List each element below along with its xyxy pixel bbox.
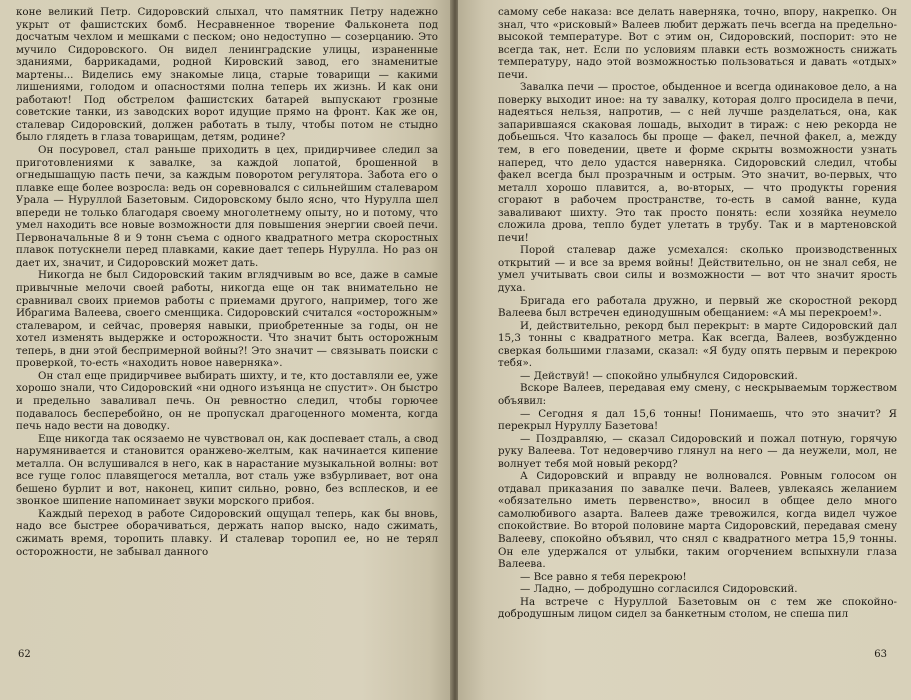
left-paragraph: Никогда не был Сидоровский таким вглядчивым во все, даже в самые привычные мелочи своей работы, никогда еще он так внимательно не сравнивал своих приемов работы с приемами другого, например, того же Ибрагима Валеева, своего сменщика. Сидоровский считался «осторожным» сталеваром, и сейчас, проверяя навыки, приобретенные за годы, он не хотел изменять выдержке и осторожности. Что значит быть осторожным теперь, в дни этой беспримерной войны?! Это значит — связывать поиски с проверкой, то-есть «находить новое наверняка». <box>16 269 438 370</box>
left-paragraph: Он посуровел, стал раньше приходить в цех, придирчивее следил за приготовлениями к завалке, за каждой лопатой, брошенной в огнедышащую пасть печи, за каждым поворотом регулятора. Забота его о плавке еще более возросла: ведь он соревновался с сильнейшим сталеваром Урала — Нуруллой Базетовым. Сидоровскому было ясно, что Нурулла шел впереди не только благодаря своему многолетнему опыту, но и потому, что умел находить все новые возможности для повышения энергии своей печи. Первоначальные 8 и 9 тонн съема с одного квадратного метра скоростных плавок потускнели перед плавками, какие дает теперь Нурулла. Но раз он дает их, значит, и Сидоровский может дать. <box>16 144 438 269</box>
right-paragraph: — Ладно, — добродушно согласился Сидоровский. <box>520 583 798 596</box>
left-paragraph: коне великий Петр. Сидоровский слыхал, что памятник Петру надежно укрыт от фашистских бомб. Несравненное творение Фальконета под досчатым чехлом и мешками с песком; оно недоступно — созерцанию. Это мучило Сидоровского. Он видел ленинградские улицы, израненные зданиями, баррикадами, родной Кировский завод, его знаменитые мартены... Виделись ему знакомые лица, старые товарищи — какими лишениями, голодом и опасностями полна теперь их жизнь. И как они работают! Под обстрелом фашистских батарей выпускают грозные советские танки, из заводских ворот идущие прямо на фронт. Как же он, сталевар Сидоровский, должен работать в тылу, чтобы потом не стыдно было глядеть в глаза товарищам, детям, родине? <box>16 6 438 144</box>
right-paragraph: И, действительно, рекорд был перекрыт: в марте Сидоровский дал 15,3 тонны с квадратного метра. Как всегда, Валеев, возбужденно сверкая большими глазами, сказал: «Я буду опять первым и перекрою тебя». <box>498 319 897 370</box>
right-paragraph: Порой сталевар даже усмехался: сколько производственных открытий — и все за время войны! Действительно, он не знал себя, не умел учитывать свои силы и возможности — вот что значит ярость духа. <box>498 244 897 295</box>
left-page-number: 62 <box>18 649 31 661</box>
right-page-number: 63 <box>874 649 887 661</box>
right-page <box>458 0 911 700</box>
right-paragraph: — Сегодня я дал 15,6 тонны! Понимаешь, что это значит? Я перекрыл Нуруллу Базетова! <box>498 407 897 433</box>
right-paragraph: самому себе наказа: все делать наверняка, точно, впору, накрепко. Он знал, что «рисковый» Валеев любит держать печь всегда на предельно-высокой температуре. Вот с этим он, Сидоровский, поспорит: это не всегда так, нет. Если по условиям плавки есть возможность снижать температуру, надо этой возможностью пользоваться и давать «отдых» печи. <box>498 6 897 81</box>
left-paragraph: Еще никогда так осязаемо не чувствовал он, как доспевает сталь, а свод нарумянивается и становится оранжево-желтым, как начинается кипение металла. Он вслушивался в него, как в нарастание музыкальной волны: вот все гуще голос плавящегося металла, вот сталь уже взбурливает, вот она бешено бурлит и вот, наконец, кипит сильно, ровно, без всплесков, и ее звонкое шипение напоминает звуки морского прибоя. <box>16 432 438 508</box>
right-paragraph: — Действуй! — спокойно улыбнулся Сидоровский. <box>520 369 798 382</box>
right-paragraph: — Все равно я тебя перекрою! <box>520 570 687 583</box>
right-paragraph: На встрече с Нуруллой Базетовым он с тем же спокойно-добродушным лицом сидел за банкетным столом, не спеша пил <box>498 595 897 621</box>
left-paragraph: Каждый переход в работе Сидоровский ощущал теперь, как бы вновь, надо все быстрее оборачиваться, держать напор выско, надо сжимать, сжимать время, торопить плавку. И сталевар торопил ее, но не терял осторожности, не забывал данного <box>16 507 438 558</box>
left-page <box>0 0 452 700</box>
right-paragraph: Вскоре Валеев, передавая ему смену, с нескрываемым торжеством объявил: <box>498 382 897 407</box>
right-paragraph: Бригада его работала дружно, и первый же скоростной рекорд Валеева был встречен единодушным обещанием: «А мы перекроем!». <box>498 294 897 320</box>
right-paragraph: — Поздравляю, — сказал Сидоровский и пожал потную, горячую руку Валеева. Тот недоверчиво глянул на него — да неужели, мол, не волнует тебя мой новый рекорд? <box>498 432 897 470</box>
right-paragraph: Завалка печи — простое, обыденное и всегда одинаковое дело, а на поверку выходит иное: на ту завалку, которая долго просидела в печи, надеяться нельзя, напротив, — с ней лучше разделаться, она, как запарившаяся скаковая лошадь, выходит в тираж: с нею рекорда не добьешься. Что казалось бы проще — факел, печной факел, а, между тем, в его поведении, цвете и форме скрыты возможности узнать наперед, что дело удастся наверняка. Сидоровский следил, чтобы факел всегда был прозрачным и острым. Это значит, во-первых, что металл хорошо плавится, а, во-вторых, — что продукты горения сгорают в рабочем пространстве, то-есть в самой ванне, куда заваливают шихту. Это так просто понять: если хозяйка неумело сложила дрова, тепло будет улетать в трубу. Так и в мартеновской печи! <box>498 81 897 244</box>
right-paragraph: А Сидоровский и вправду не волновался. Ровным голосом он отдавал приказания по завалке печи. Валеев, увлекаясь желанием «обязательно иметь первенство», вносил в общее дело много самолюбивого азарта. Валеев даже тревожился, когда видел чужое спокойствие. Во второй половине марта Сидоровский, передавая смену Валееву, спокойно объявил, что снял с квадратного метра 15,9 тонны. Он еле удержался от улыбки, таким огорчением вспыхнули глаза Валеева. <box>498 470 897 571</box>
left-paragraph: Он стал еще придирчивее выбирать шихту, и те, кто доставляли ее, уже хорошо знали, что Сидоровский «ни одного изъянца не спустит». Он быстро и предельно заваливал печь. Он ревностно следил, чтобы горючее подавалось бесперебойно, он не пропускал драгоценного момента, когда печь надо вести на доводку. <box>16 369 438 433</box>
